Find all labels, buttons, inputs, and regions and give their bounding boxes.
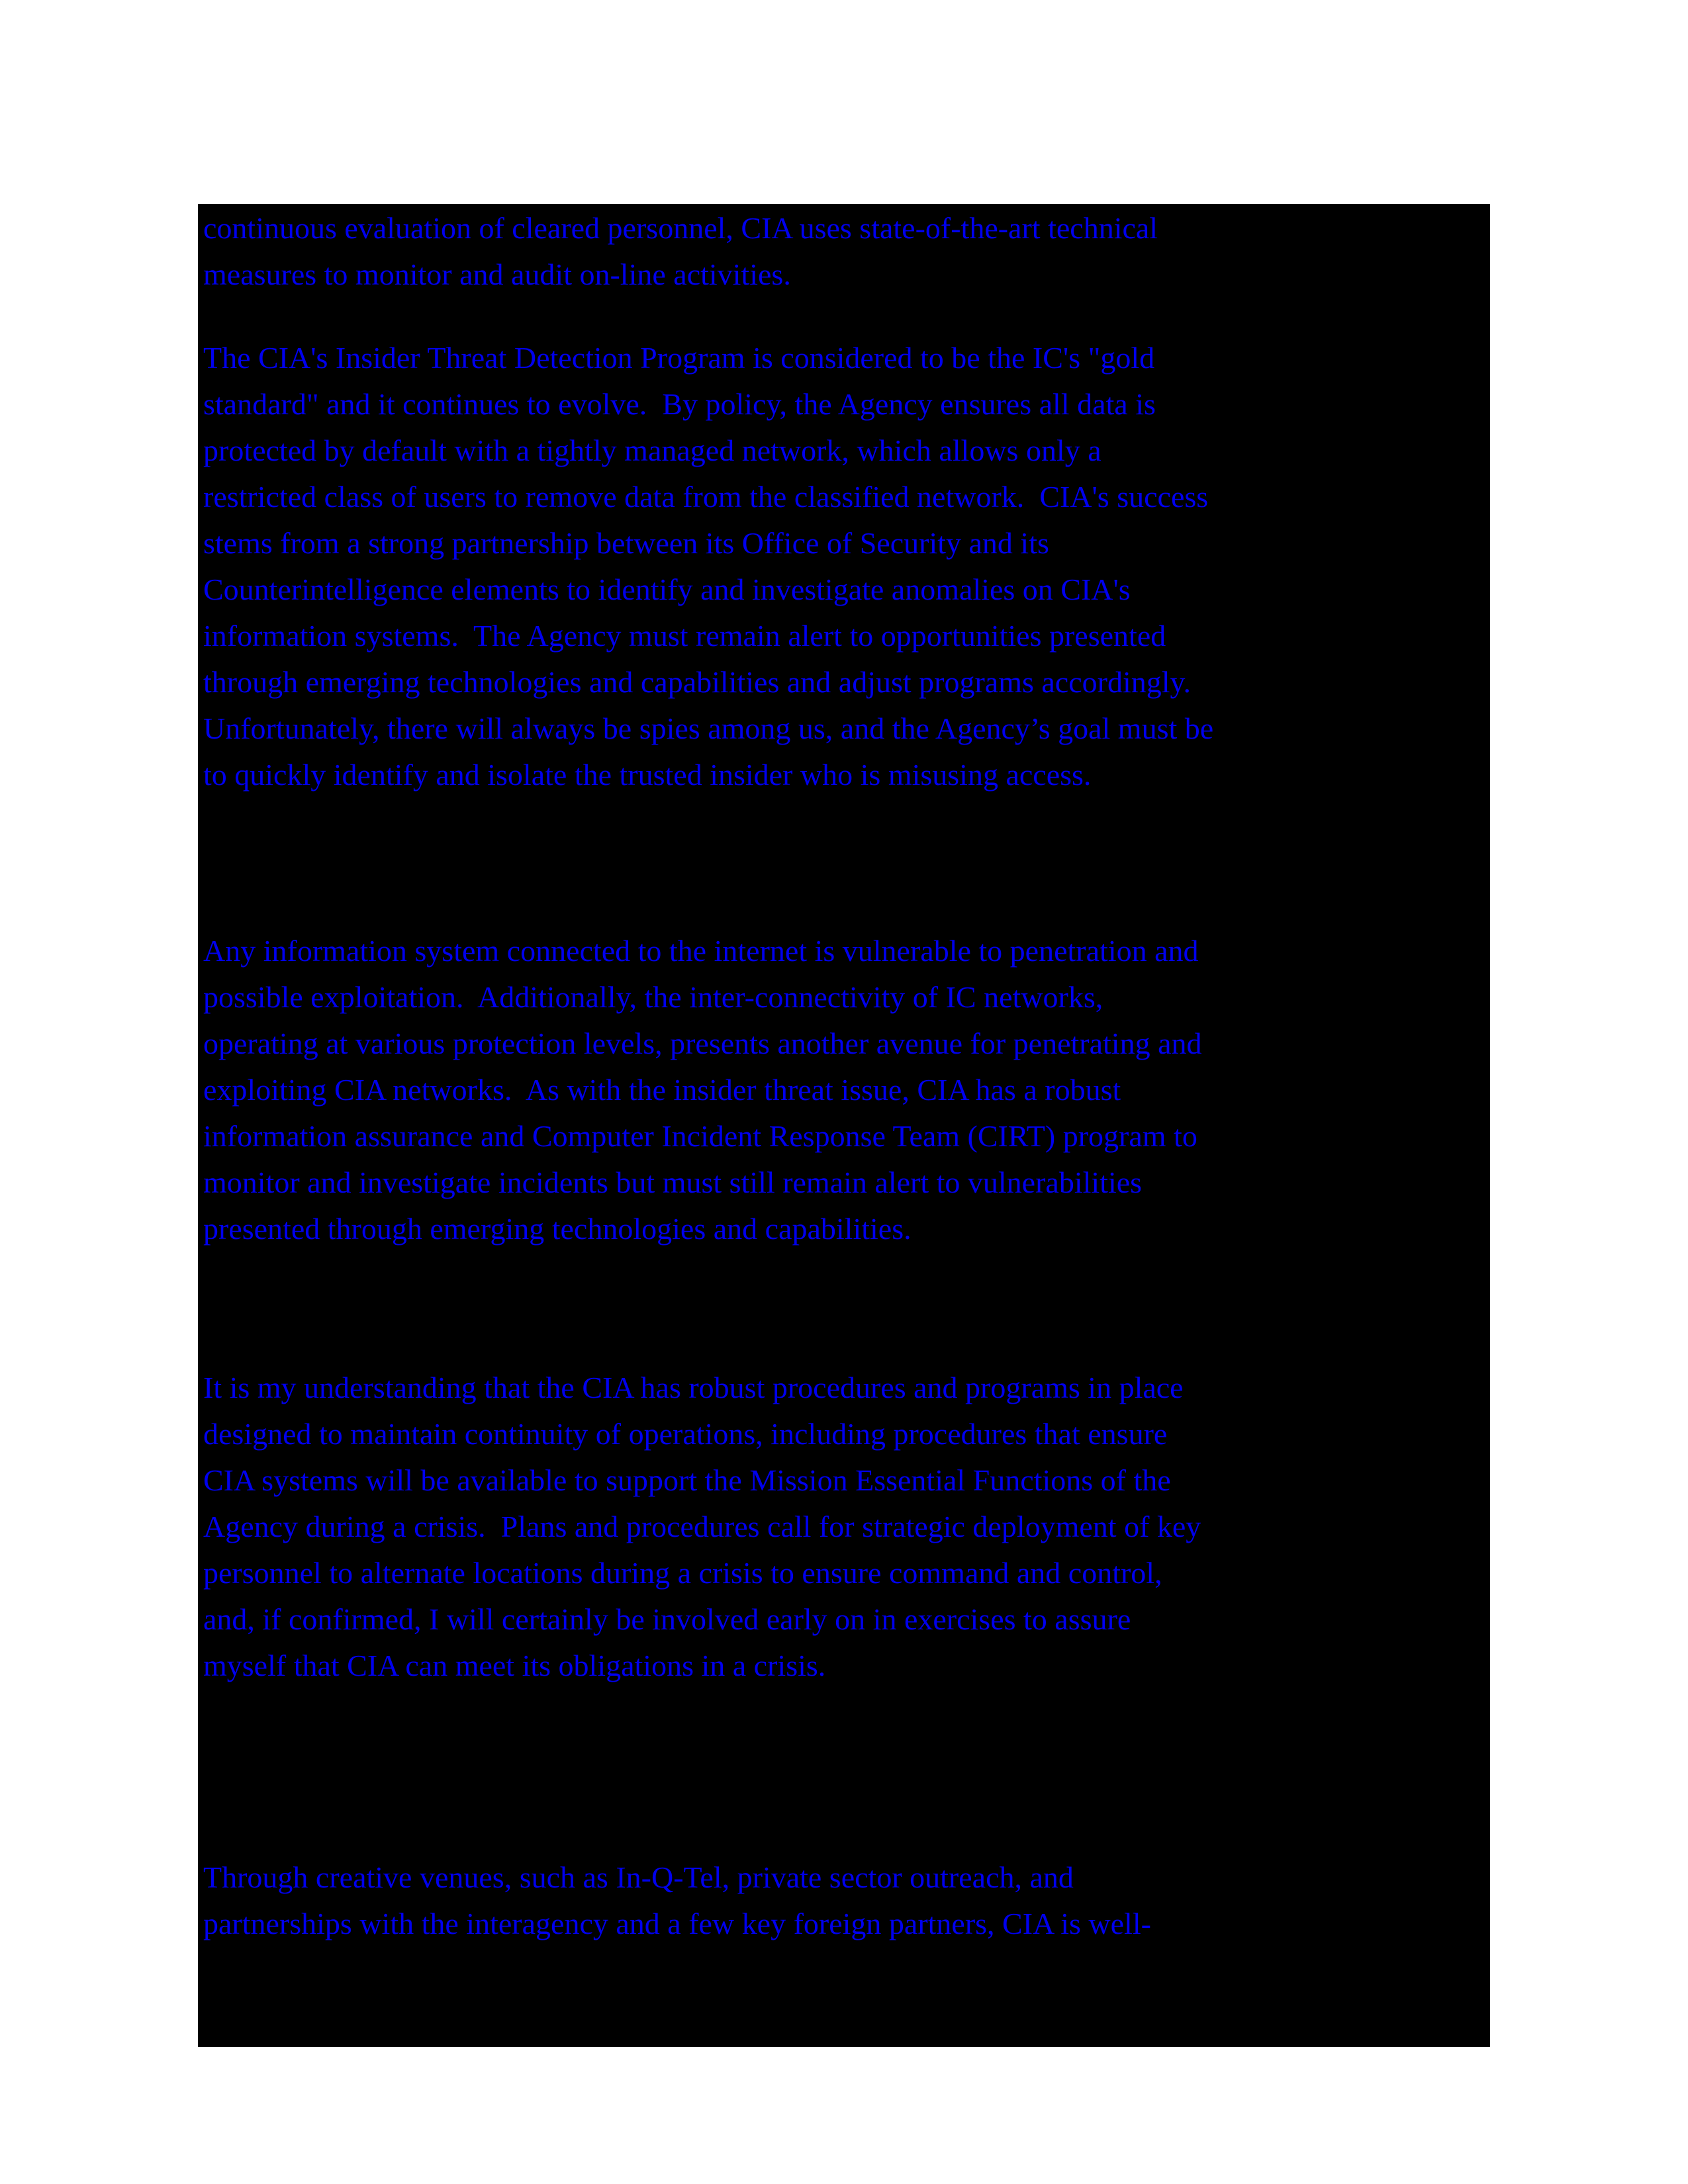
text-line: Unfortunately, there will always be spies among us, and the Agency’s goal must be: [203, 711, 1214, 745]
redaction-block: [198, 204, 1490, 2047]
text-line: Any information system connected to the internet is vulnerable to penetration and: [203, 934, 1199, 968]
text-line: personnel to alternate locations during a crisis to ensure command and control,: [203, 1556, 1162, 1590]
text-line: designed to maintain continuity of operations, including procedures that ensure: [203, 1417, 1168, 1451]
text-line: myself that CIA can meet its obligations in a crisis.: [203, 1649, 826, 1682]
paragraph-4: [203, 1365, 1490, 1689]
paragraph-5: [203, 1854, 1490, 1947]
text-line: stems from a strong partnership between its Office of Security and its: [203, 526, 1049, 560]
text-line: partnerships with the interagency and a few key foreign partners, CIA is well-: [203, 1907, 1151, 1940]
paragraph-1: [203, 205, 1490, 298]
text-line: Counterintelligence elements to identify and investigate anomalies on CIA's: [203, 572, 1131, 606]
text-line: operating at various protection levels, presents another avenue for penetrating and: [203, 1026, 1202, 1060]
paragraph-2: [203, 335, 1490, 798]
text-line: information systems. The Agency must remain alert to opportunities presented: [203, 619, 1166, 653]
paragraph-3: [203, 928, 1490, 1252]
text-line: standard" and it continues to evolve. By policy, the Agency ensures all data is: [203, 387, 1156, 421]
text-line: The CIA's Insider Threat Detection Program is considered to be the IC's "gold: [203, 341, 1155, 375]
text-line: exploiting CIA networks. As with the insider threat issue, CIA has a robust: [203, 1073, 1121, 1107]
text-line: information assurance and Computer Incident Response Team (CIRT) program to: [203, 1119, 1197, 1153]
text-line: Through creative venues, such as In-Q-Tel, private sector outreach, and: [203, 1860, 1074, 1894]
text-line: restricted class of users to remove data from the classified network. CIA's success: [203, 480, 1209, 514]
text-line: Agency during a crisis. Plans and procedures call for strategic deployment of key: [203, 1510, 1201, 1543]
text-line: possible exploitation. Additionally, the inter-connectivity of IC networks,: [203, 980, 1103, 1014]
text-line: measures to monitor and audit on-line activities.: [203, 257, 791, 291]
text-line: monitor and investigate incidents but must still remain alert to vulnerabilities: [203, 1165, 1143, 1199]
text-line: CIA systems will be available to support the Mission Essential Functions of the: [203, 1463, 1171, 1497]
text-line: It is my understanding that the CIA has robust procedures and programs in place: [203, 1371, 1184, 1404]
text-line: protected by default with a tightly managed network, which allows only a: [203, 433, 1102, 467]
text-line: and, if confirmed, I will certainly be involved early on in exercises to assure: [203, 1602, 1131, 1636]
text-line: to quickly identify and isolate the trusted insider who is misusing access.: [203, 758, 1092, 792]
text-line: continuous evaluation of cleared personnel, CIA uses state-of-the-art technical: [203, 211, 1158, 245]
text-line: presented through emerging technologies and capabilities.: [203, 1212, 912, 1246]
text-line: through emerging technologies and capabilities and adjust programs accordingly.: [203, 665, 1192, 699]
